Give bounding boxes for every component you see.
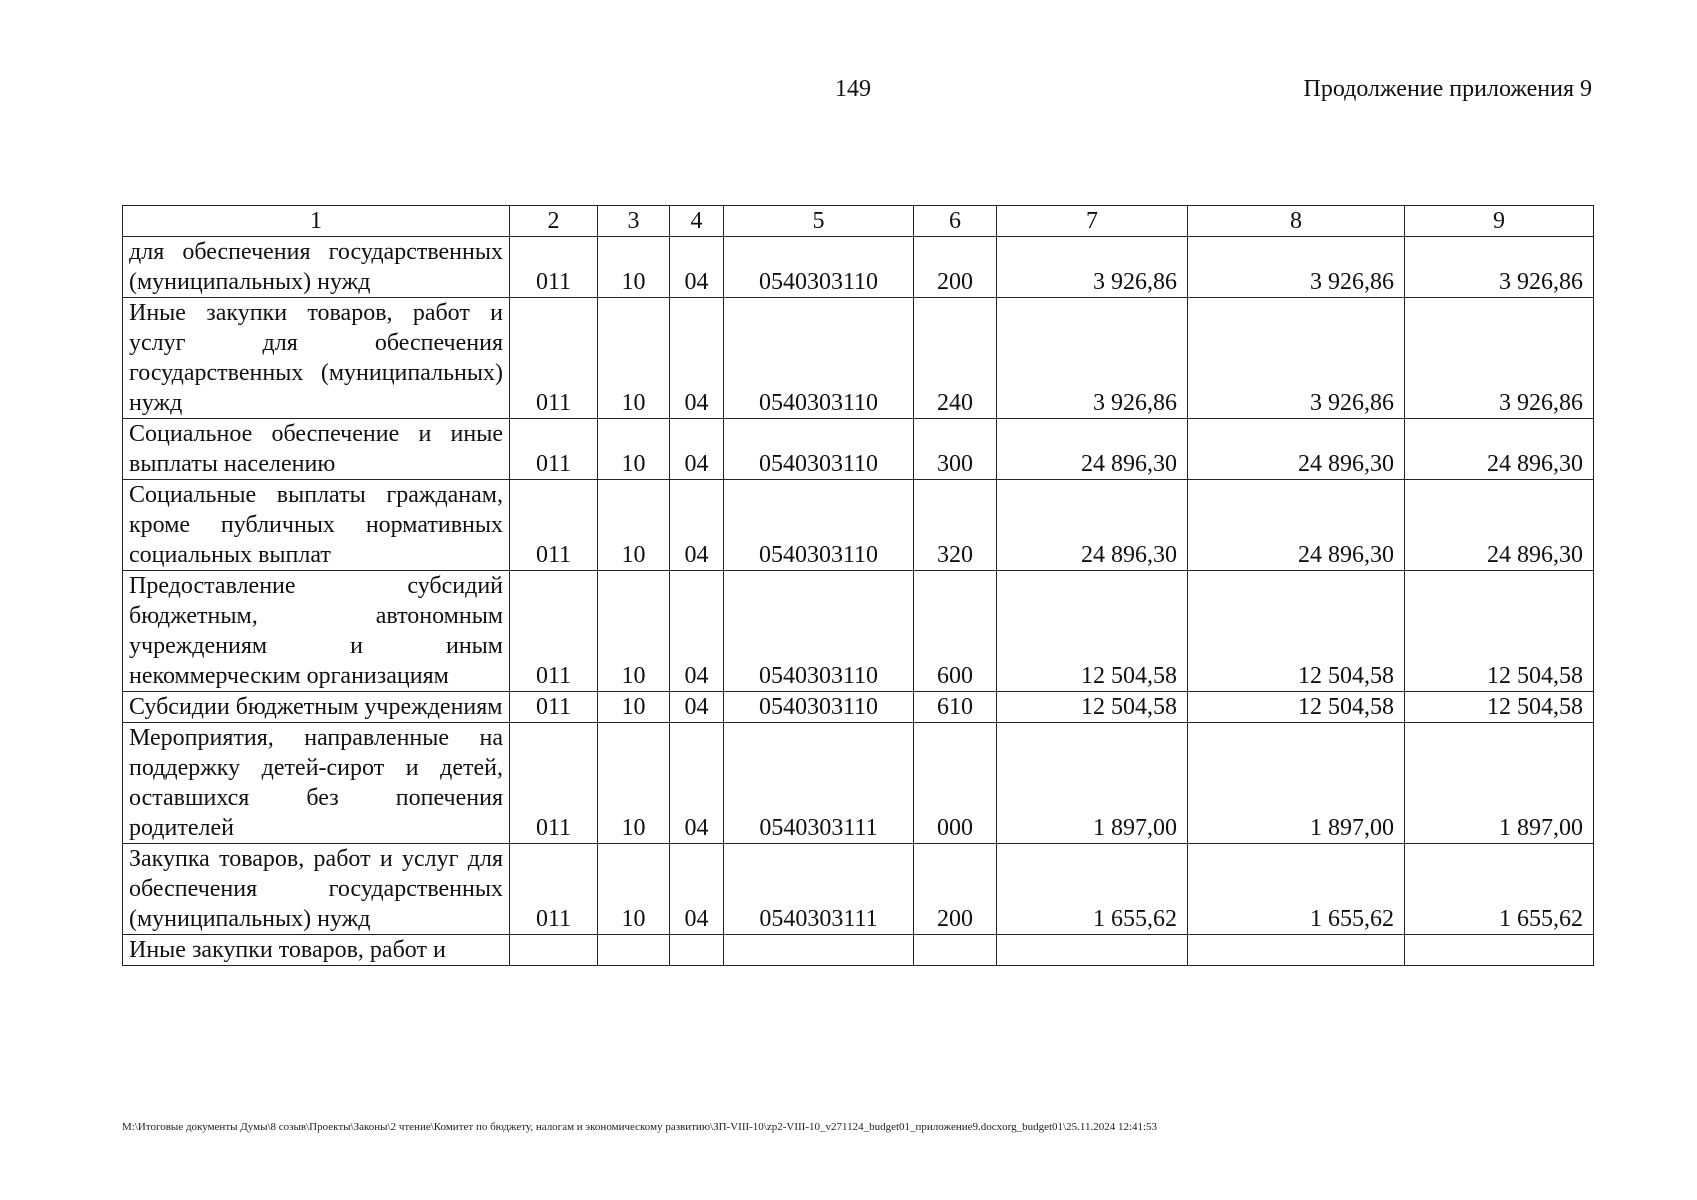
cell-ministry-code: 011 (510, 298, 598, 419)
table-row (123, 692, 1594, 723)
cell-section: 10 (598, 237, 670, 298)
cell-amount-8: 12 504,58 (1188, 571, 1405, 692)
cell-amount-7: 1 897,00 (997, 723, 1188, 844)
cell-section: 10 (598, 723, 670, 844)
cell-amount-9: 1 655,62 (1405, 844, 1594, 935)
table-body (123, 237, 1594, 966)
cell-amount-9: 1 897,00 (1405, 723, 1594, 844)
cell-amount-8: 24 896,30 (1188, 419, 1405, 480)
cell-amount-9: 3 926,86 (1405, 237, 1594, 298)
cell-ministry-code: 011 (510, 237, 598, 298)
column-header-7: 7 (997, 206, 1188, 237)
cell-amount-9: 12 504,58 (1405, 692, 1594, 723)
cell-ministry-code: 011 (510, 480, 598, 571)
cell-amount-9: 24 896,30 (1405, 419, 1594, 480)
cell-amount-8: 1 655,62 (1188, 844, 1405, 935)
column-number-row (123, 206, 1594, 237)
cell-ministry-code: 011 (510, 723, 598, 844)
cell-target-article: 0540303111 (724, 844, 914, 935)
cell-amount-7: 24 896,30 (997, 480, 1188, 571)
table-header (123, 206, 1594, 237)
cell-amount-7: 1 655,62 (997, 844, 1188, 935)
table-row (123, 480, 1594, 571)
cell-section: 10 (598, 480, 670, 571)
cell-section: 10 (598, 571, 670, 692)
cell-section: 10 (598, 419, 670, 480)
cell-subsection: 04 (670, 571, 724, 692)
table-row (123, 298, 1594, 419)
document-file-path: M:\Итоговые документы Думы\8 созыв\Проекты\Законы\2 чтение\Комитет по бюджету, налогам и экономическому развитию\ЗП-VIII-10\zp2-VIII-10_v271124_budget01_приложение9.docxorg_budget01\25.11.2024 12:41:53 (122, 1121, 1158, 1133)
cell-amount-7: 12 504,58 (997, 571, 1188, 692)
cell-amount-8: 24 896,30 (1188, 480, 1405, 571)
cell-subsection: 04 (670, 692, 724, 723)
cell-target-article (724, 935, 914, 966)
column-header-8: 8 (1188, 206, 1405, 237)
cell-subsection: 04 (670, 419, 724, 480)
cell-amount-8: 3 926,86 (1188, 237, 1405, 298)
row-name: Социальное обеспечение и иные выплаты населению (123, 419, 510, 480)
appendix-continuation-label: Продолжение приложения 9 (1303, 76, 1592, 102)
cell-section (598, 935, 670, 966)
cell-amount-7: 12 504,58 (997, 692, 1188, 723)
table-row (123, 844, 1594, 935)
cell-amount-7: 3 926,86 (997, 237, 1188, 298)
row-name: Социальные выплаты гражданам, кроме публичных нормативных социальных выплат (123, 480, 510, 571)
cell-subsection: 04 (670, 723, 724, 844)
cell-ministry-code: 011 (510, 419, 598, 480)
cell-amount-9 (1405, 935, 1594, 966)
cell-subsection (670, 935, 724, 966)
table-row (123, 419, 1594, 480)
cell-amount-9: 3 926,86 (1405, 298, 1594, 419)
cell-amount-7 (997, 935, 1188, 966)
cell-amount-9: 12 504,58 (1405, 571, 1594, 692)
cell-subsection: 04 (670, 298, 724, 419)
row-name: Иные закупки товаров, работ и услуг для обеспечения государственных (муниципальных) нужд (123, 298, 510, 419)
column-header-4: 4 (670, 206, 724, 237)
cell-target-article: 0540303110 (724, 419, 914, 480)
cell-target-article: 0540303110 (724, 692, 914, 723)
cell-amount-7: 3 926,86 (997, 298, 1188, 419)
column-header-9: 9 (1405, 206, 1594, 237)
column-header-5: 5 (724, 206, 914, 237)
cell-target-article: 0540303110 (724, 571, 914, 692)
cell-ministry-code: 011 (510, 692, 598, 723)
cell-section: 10 (598, 692, 670, 723)
row-name: Предоставление субсидий бюджетным, автономным учреждениям и иным некоммерческим организациям (123, 571, 510, 692)
cell-ministry-code: 011 (510, 571, 598, 692)
cell-section: 10 (598, 298, 670, 419)
cell-subsection: 04 (670, 480, 724, 571)
cell-expense-type: 200 (914, 844, 997, 935)
cell-target-article: 0540303110 (724, 237, 914, 298)
row-name: Иные закупки товаров, работ и (123, 935, 510, 966)
cell-expense-type: 000 (914, 723, 997, 844)
cell-ministry-code: 011 (510, 844, 598, 935)
row-name: Закупка товаров, работ и услуг для обеспечения государственных (муниципальных) нужд (123, 844, 510, 935)
cell-expense-type: 600 (914, 571, 997, 692)
cell-amount-8: 1 897,00 (1188, 723, 1405, 844)
budget-table (122, 205, 1594, 966)
column-header-3: 3 (598, 206, 670, 237)
cell-amount-8: 12 504,58 (1188, 692, 1405, 723)
cell-subsection: 04 (670, 844, 724, 935)
cell-expense-type: 300 (914, 419, 997, 480)
cell-expense-type (914, 935, 997, 966)
table-row (123, 935, 1594, 966)
row-name: Мероприятия, направленные на поддержку детей-сирот и детей, оставшихся без попечения родителей (123, 723, 510, 844)
cell-target-article: 0540303110 (724, 298, 914, 419)
column-header-2: 2 (510, 206, 598, 237)
cell-expense-type: 320 (914, 480, 997, 571)
cell-subsection: 04 (670, 237, 724, 298)
cell-ministry-code (510, 935, 598, 966)
column-header-1: 1 (123, 206, 510, 237)
cell-expense-type: 610 (914, 692, 997, 723)
table-row (123, 237, 1594, 298)
page-number: 149 (835, 76, 871, 102)
cell-amount-8: 3 926,86 (1188, 298, 1405, 419)
column-header-6: 6 (914, 206, 997, 237)
cell-amount-8 (1188, 935, 1405, 966)
cell-section: 10 (598, 844, 670, 935)
cell-target-article: 0540303110 (724, 480, 914, 571)
row-name: для обеспечения государственных (муниципальных) нужд (123, 237, 510, 298)
table-row (123, 723, 1594, 844)
cell-target-article: 0540303111 (724, 723, 914, 844)
cell-amount-9: 24 896,30 (1405, 480, 1594, 571)
table-row (123, 571, 1594, 692)
row-name: Субсидии бюджетным учреждениям (123, 692, 510, 723)
cell-expense-type: 240 (914, 298, 997, 419)
cell-amount-7: 24 896,30 (997, 419, 1188, 480)
cell-expense-type: 200 (914, 237, 997, 298)
